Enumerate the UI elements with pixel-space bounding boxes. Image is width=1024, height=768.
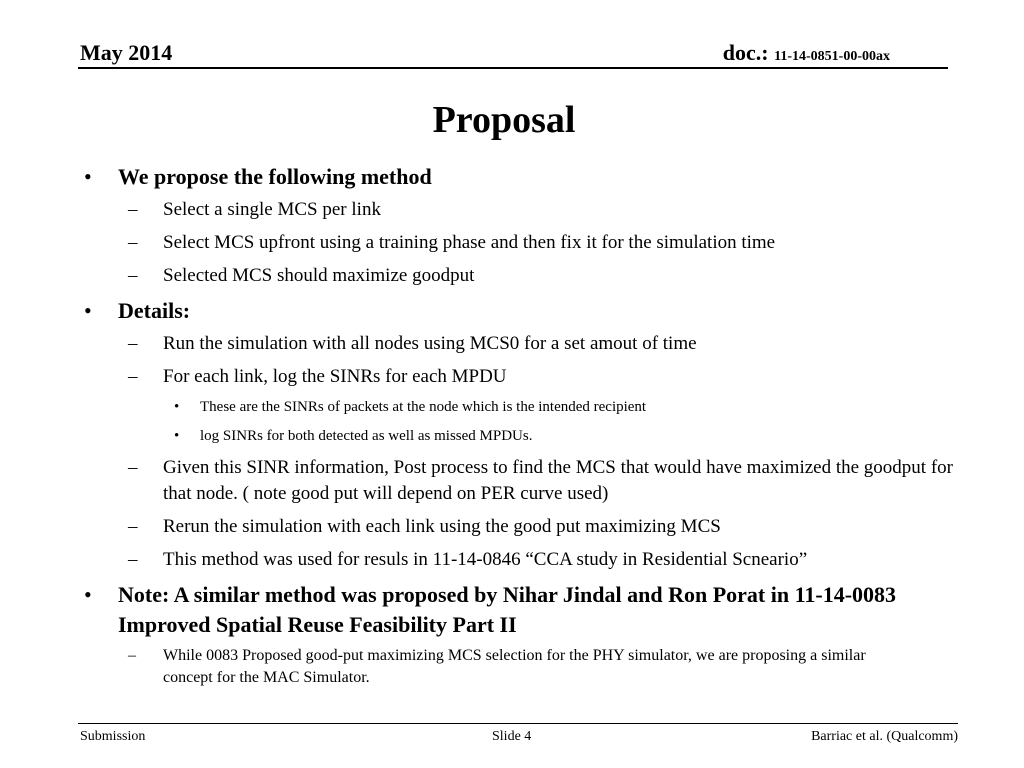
sub-sub-bullet-text: log SINRs for both detected as well as missed MPDUs. — [200, 428, 533, 444]
sub-bullet-text: Rerun the simulation with each link using the good put maximizing MCS — [163, 516, 721, 537]
dash-marker: – — [128, 647, 136, 664]
dash-marker: – — [128, 549, 138, 570]
sub-bullet-text: Selected MCS should maximize goodput — [163, 265, 475, 286]
sub-bullet — [0, 514, 963, 540]
bullet-marker: • — [84, 164, 92, 189]
sub-bullet — [0, 645, 903, 689]
bullet-note — [0, 580, 958, 640]
bullet-details — [0, 296, 958, 326]
bullet-method — [0, 162, 958, 192]
bullet-marker: • — [84, 582, 92, 607]
bullet-marker: • — [84, 298, 92, 323]
doc-label: doc.: — [722, 40, 769, 65]
sub-sub-bullet — [0, 397, 960, 417]
dash-marker: – — [128, 366, 138, 387]
sub-bullet-text: Given this SINR information, Post process to find the MCS that would have maximized the goodput for that node. ( note good put will depend on PER curve used) — [163, 457, 953, 504]
bullet-text: We propose the following method — [118, 164, 432, 189]
header-doc-id — [723, 40, 890, 66]
sub-bullet-text: Select MCS upfront using a training phase and then fix it for the simulation time — [163, 232, 776, 253]
sub-bullet-text: Select a single MCS per link — [163, 199, 381, 220]
sub-sub-bullet-text: These are the SINRs of packets at the node which is the intended recipient — [200, 399, 647, 415]
sub-bullet — [0, 547, 963, 573]
bullet-text: Details: — [118, 298, 191, 323]
dash-marker: – — [128, 516, 138, 537]
footer-slide-number: Slide 4 — [492, 729, 532, 744]
slide-title: Proposal — [432, 99, 576, 141]
bullet-text: Note: A similar method was proposed by Nihar Jindal and Ron Porat in 11-14-0083 Improved Spatial Reuse Feasibility Part II — [118, 582, 897, 637]
footer-submission: Submission — [80, 729, 146, 744]
dash-marker: – — [128, 265, 138, 286]
sub-bullet — [0, 230, 963, 256]
dash-marker: – — [128, 333, 138, 354]
sub-bullet — [0, 331, 963, 357]
footer-authors: Barriac et al. (Qualcomm) — [811, 729, 958, 744]
sub-bullet-text: While 0083 Proposed good-put maximizing MCS selection for the PHY simulator, we are proposing a similar concept for the MAC Simulator. — [163, 647, 866, 686]
sub-bullet-text: Run the simulation with all nodes using MCS0 for a set amout of time — [163, 333, 697, 354]
footer-rule — [78, 723, 958, 724]
header-date: May 2014 — [80, 40, 173, 65]
header-rule — [78, 67, 948, 69]
dash-marker: – — [128, 232, 138, 253]
sub-bullet — [0, 263, 963, 289]
dash-marker: – — [128, 199, 138, 220]
dash-marker: – — [128, 457, 138, 478]
sub-bullet — [0, 364, 963, 390]
sub-sub-bullet — [0, 426, 960, 446]
sub-bullet-text: For each link, log the SINRs for each MPDU — [163, 366, 507, 387]
bullet-marker: • — [174, 399, 180, 415]
sub-bullet — [0, 197, 963, 223]
sub-bullet-text: This method was used for resuls in 11-14-0846 “CCA study in Residential Scneario” — [163, 549, 808, 570]
doc-number: 11-14-0851-00-00ax — [774, 49, 890, 64]
bullet-marker: • — [174, 428, 180, 444]
sub-bullet — [0, 455, 963, 507]
slide-body — [0, 158, 1024, 696]
